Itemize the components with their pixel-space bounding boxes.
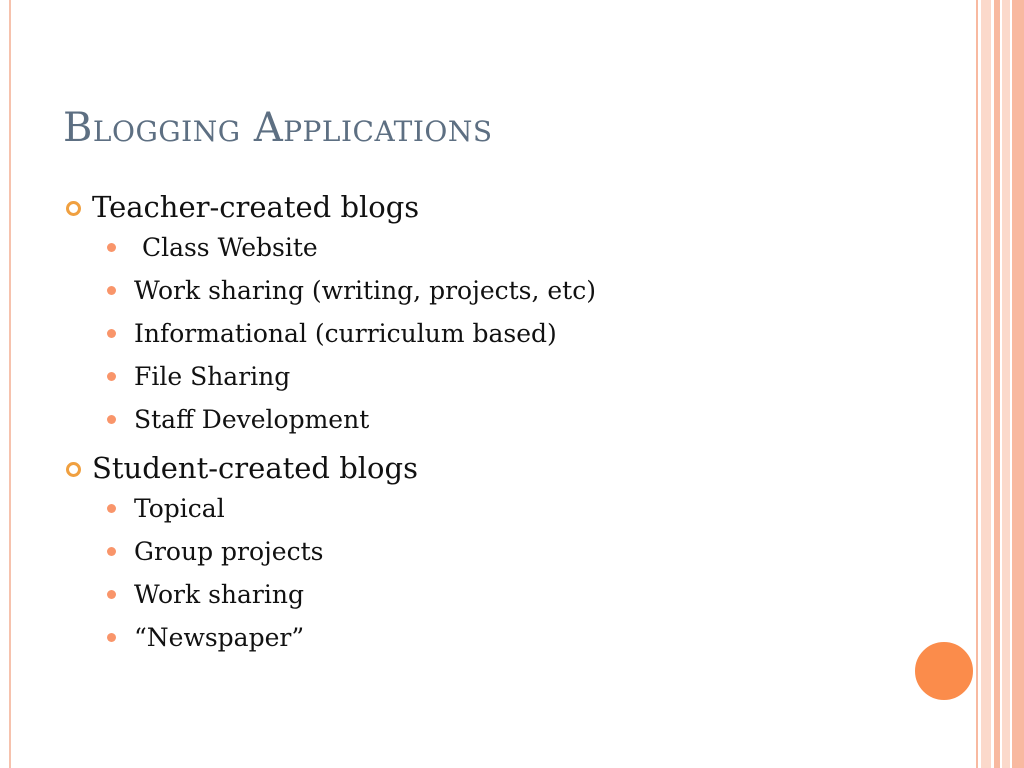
dot-bullet-icon — [107, 547, 116, 556]
dot-bullet-icon — [107, 590, 116, 599]
dot-bullet-icon — [107, 504, 116, 513]
dot-bullet-icon — [107, 243, 116, 252]
dot-bullet-icon — [107, 633, 116, 642]
stripe — [981, 0, 991, 768]
slide-body — [64, 188, 864, 659]
section-heading-label: Student-created blogs — [92, 451, 418, 485]
stripe — [1002, 0, 1010, 768]
dot-bullet-icon — [107, 415, 116, 424]
list-item — [64, 487, 864, 530]
ring-bullet-icon — [66, 201, 81, 216]
list-item — [64, 530, 864, 573]
dot-bullet-icon — [107, 329, 116, 338]
list-item-label: Topical — [134, 494, 225, 523]
list-item-label: Class Website — [134, 233, 318, 262]
stripe — [1012, 0, 1024, 768]
section-heading-label: Teacher-created blogs — [92, 190, 420, 224]
list-item — [64, 616, 864, 659]
list-item-label: Work sharing — [134, 580, 304, 609]
list-item-label: Informational (curriculum based) — [134, 319, 557, 348]
list-item — [64, 269, 864, 312]
list-item — [64, 573, 864, 616]
list-item — [64, 398, 864, 441]
dot-bullet-icon — [107, 372, 116, 381]
list-item-label: “Newspaper” — [134, 623, 305, 652]
section-heading-student — [64, 449, 864, 487]
left-border-rule — [9, 0, 11, 768]
section-heading-teacher — [64, 188, 864, 226]
list-item-label: Staff Development — [134, 405, 370, 434]
list-item — [64, 355, 864, 398]
list-item-label: File Sharing — [134, 362, 291, 391]
list-item-label: Group projects — [134, 537, 324, 566]
accent-circle — [913, 640, 975, 702]
right-decorative-stripes — [976, 0, 1024, 768]
list-item-label: Work sharing (writing, projects, etc) — [134, 276, 596, 305]
dot-bullet-icon — [107, 286, 116, 295]
list-item — [64, 226, 864, 269]
list-item — [64, 312, 864, 355]
slide-title: Blogging Applications — [63, 105, 493, 151]
ring-bullet-icon — [66, 462, 81, 477]
